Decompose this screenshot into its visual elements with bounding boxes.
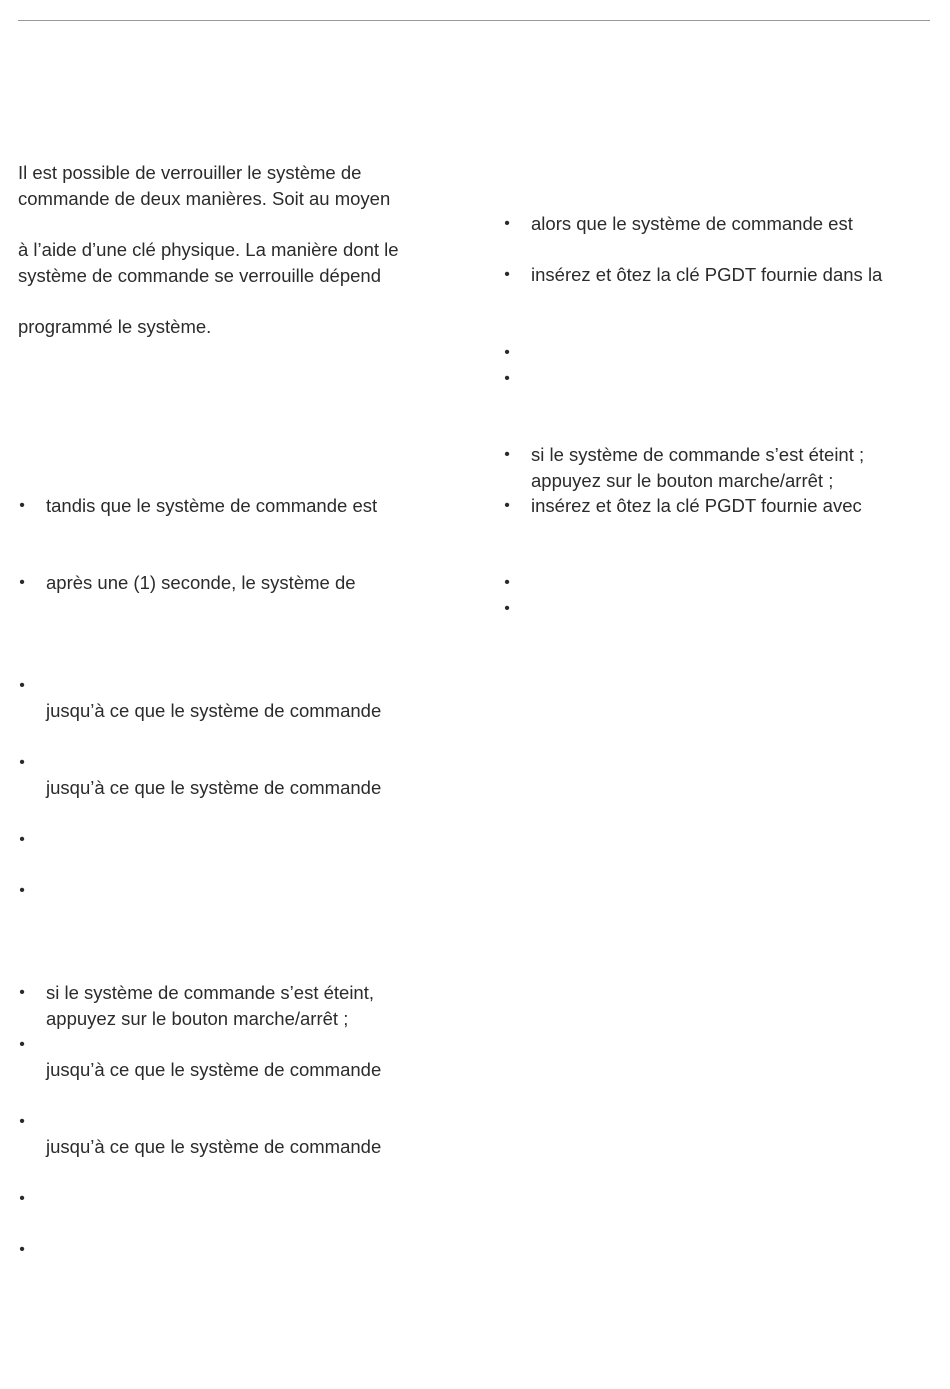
list-item: si le système de commande s’est éteint ; [531, 444, 865, 465]
bullet-glyph: • [504, 600, 510, 617]
list-item: jusqu’à ce que le système de commande [46, 700, 382, 721]
list-item: alors que le système de commande est [531, 213, 853, 234]
top-rule [18, 20, 930, 21]
bullet-glyph: • [504, 215, 510, 232]
bullet-glyph: • [19, 574, 25, 591]
bullet-glyph: • [19, 1241, 25, 1258]
intro-line: commande de deux manières. Soit au moyen [18, 188, 391, 209]
bullet-glyph: • [504, 446, 510, 463]
bullet-glyph: • [19, 497, 25, 514]
list-item: jusqu’à ce que le système de commande [46, 1136, 382, 1157]
list-item: si le système de commande s’est éteint, [46, 982, 375, 1003]
bullet-glyph: • [19, 882, 25, 899]
intro-line: programmé le système. [18, 316, 212, 337]
bullet-glyph: • [19, 754, 25, 771]
list-item: tandis que le système de commande est [46, 495, 378, 516]
list-item: insérez et ôtez la clé PGDT fournie dans la [531, 264, 883, 285]
list-item: après une (1) seconde, le système de [46, 572, 356, 593]
bullet-glyph: • [19, 1190, 25, 1207]
bullet-glyph: • [19, 1113, 25, 1130]
bullet-glyph: • [19, 831, 25, 848]
intro-line: Il est possible de verrouiller le système de [18, 162, 362, 183]
intro-line: système de commande se verrouille dépend [18, 265, 381, 286]
list-item: appuyez sur le bouton marche/arrêt ; [531, 470, 834, 491]
bullet-glyph: • [19, 1036, 25, 1053]
bullet-glyph: • [504, 344, 510, 361]
list-item: jusqu’à ce que le système de commande [46, 777, 382, 798]
bullet-glyph: • [504, 574, 510, 591]
bullet-glyph: • [19, 984, 25, 1001]
bullet-glyph: • [504, 497, 510, 514]
intro-line: à l’aide d’une clé physique. La manière dont le [18, 239, 399, 260]
bullet-glyph: • [504, 266, 510, 283]
list-item: insérez et ôtez la clé PGDT fournie avec [531, 495, 862, 516]
list-item: jusqu’à ce que le système de commande [46, 1059, 382, 1080]
list-item: appuyez sur le bouton marche/arrêt ; [46, 1008, 349, 1029]
bullet-glyph: • [504, 370, 510, 387]
bullet-glyph: • [19, 677, 25, 694]
